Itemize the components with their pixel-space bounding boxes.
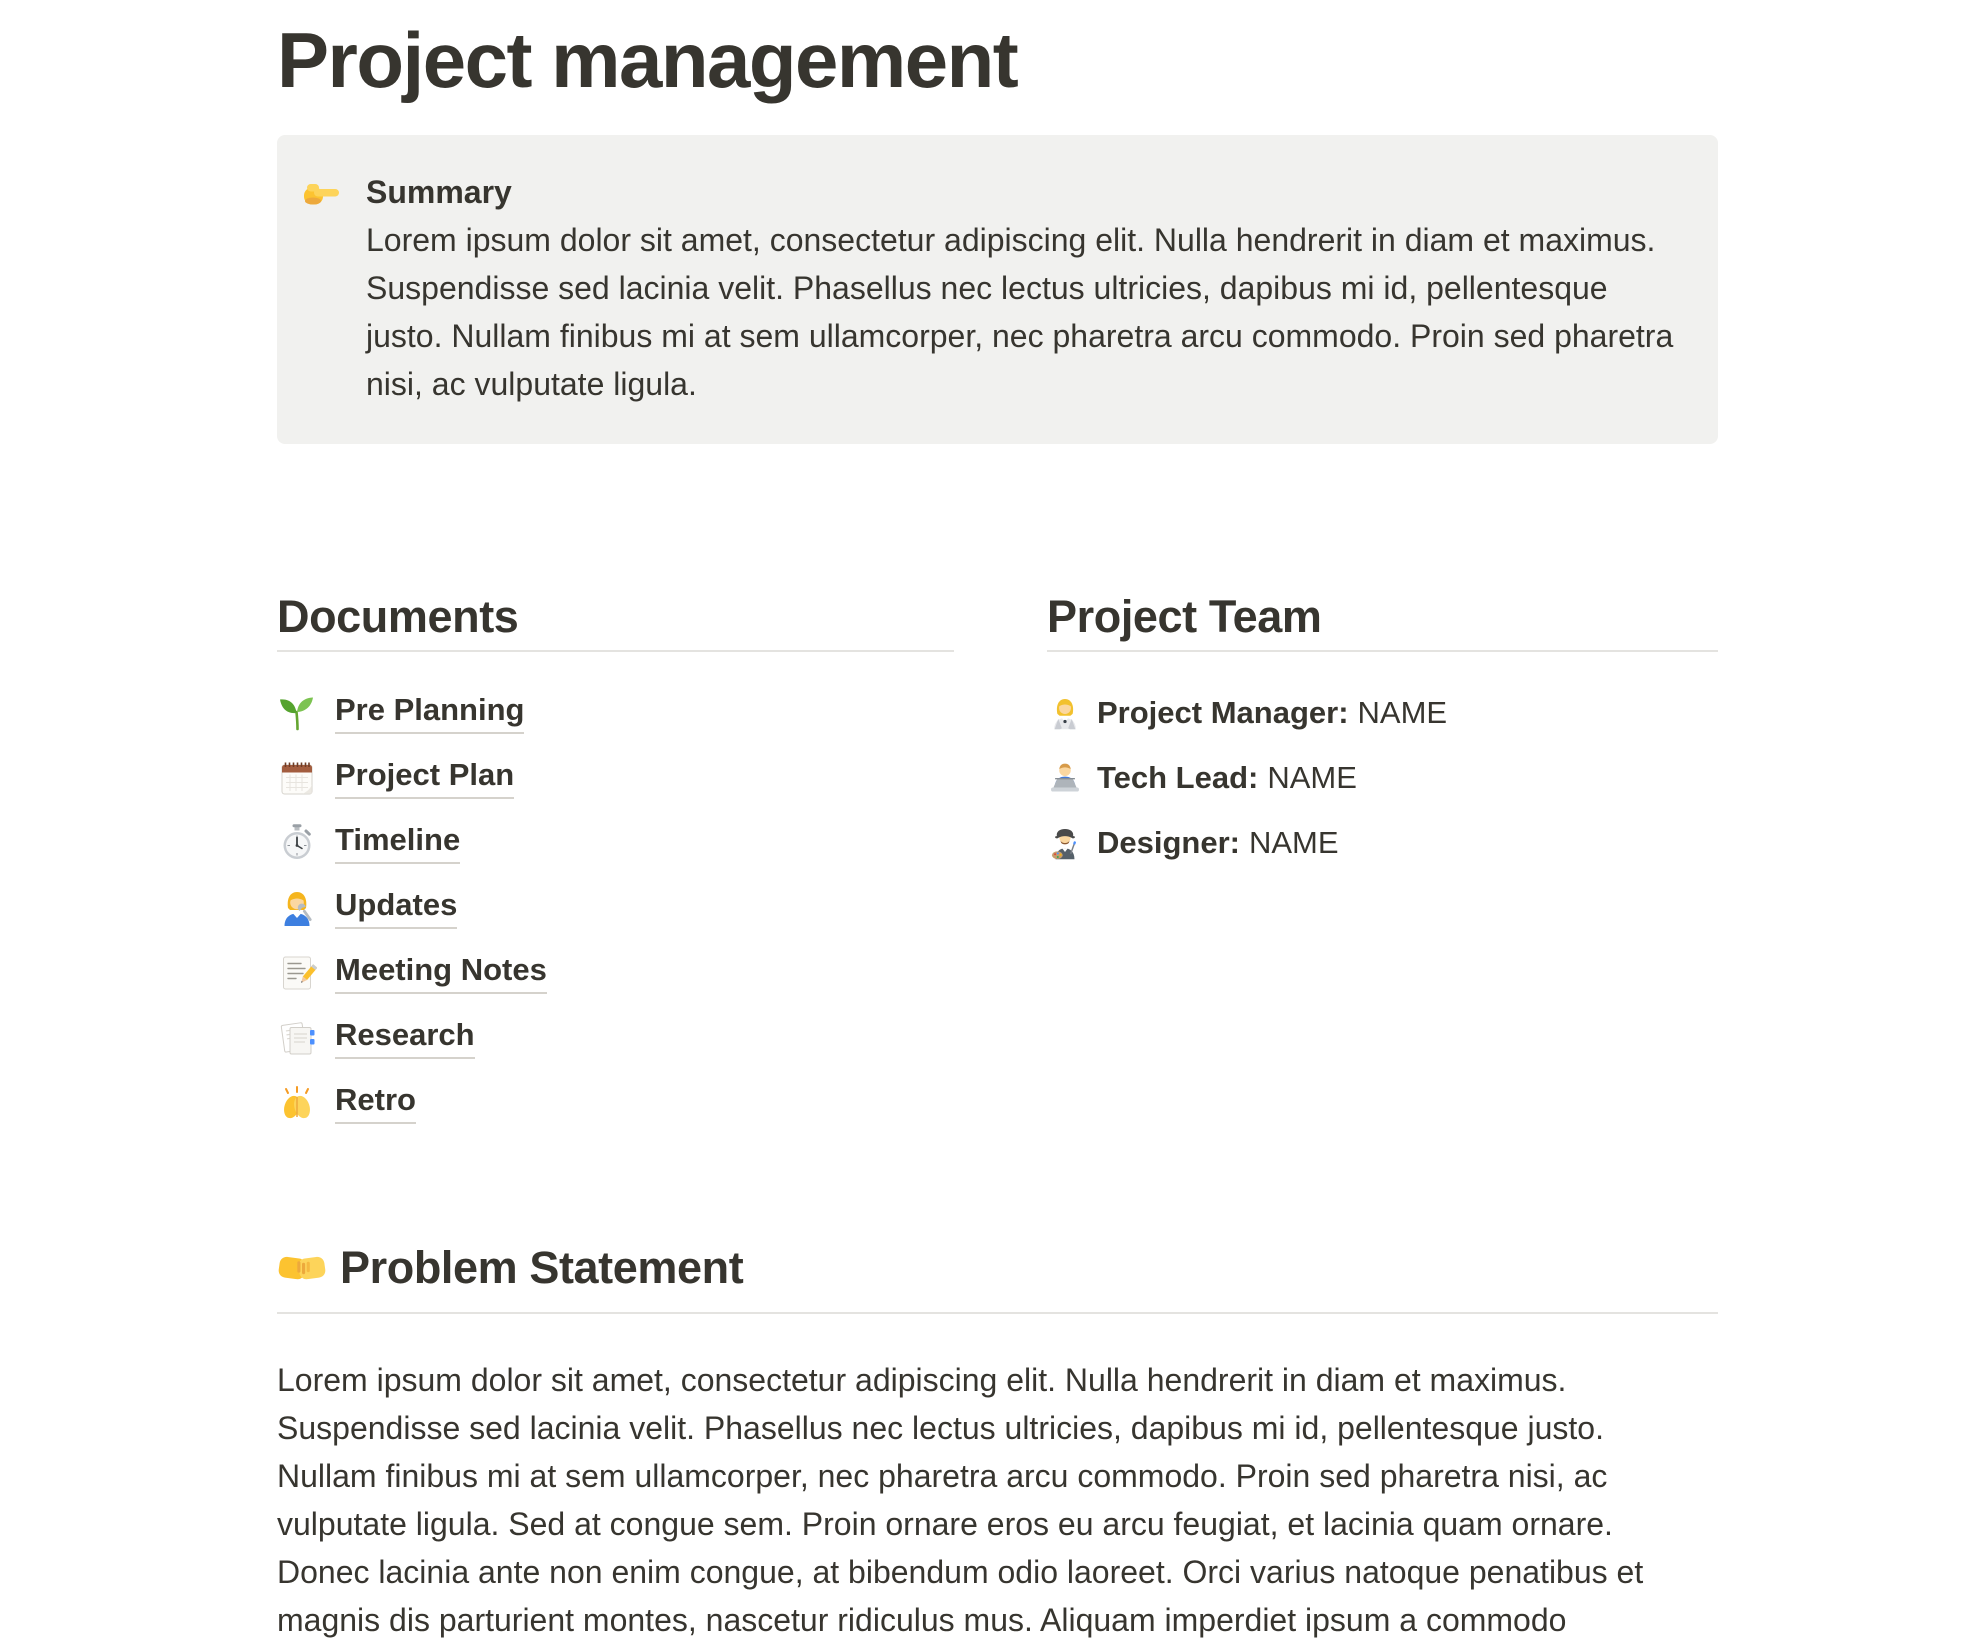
doc-link-pre-planning[interactable] — [277, 680, 954, 745]
stopwatch-icon — [277, 823, 317, 863]
team-role: Tech Lead: — [1097, 759, 1259, 795]
team-role: Designer: — [1097, 824, 1240, 860]
point-right-icon — [301, 173, 341, 213]
memo-icon — [277, 953, 317, 993]
doc-link-research[interactable] — [277, 1005, 954, 1070]
team-heading: Project Team — [1047, 591, 1322, 642]
callout-body: Lorem ipsum dolor sit amet, consectetur adipiscing elit. Nulla hendrerit in diam et maximus. Suspendisse sed lacinia velit. Phasellus nec lectus ultricies, dapibus mi id, pellentesque justo. Nullam finibus mi at sem ullamcorper, nec pharetra arcu commodo. Proin sed pharetra nisi, ac vulputate ligula. — [366, 222, 1674, 402]
clapping-hands-icon — [277, 1083, 317, 1123]
seedling-icon — [277, 693, 317, 733]
documents-column — [277, 588, 954, 1135]
woman-mechanic-icon — [277, 888, 317, 928]
man-technologist-icon — [1047, 760, 1083, 796]
doc-link-label[interactable]: Retro — [335, 1081, 416, 1123]
team-member-designer — [1047, 810, 1718, 875]
doc-link-label[interactable]: Updates — [335, 886, 457, 928]
callout-title: Summary — [366, 174, 512, 210]
woman-office-worker-icon — [1047, 695, 1083, 731]
doc-link-label[interactable]: Timeline — [335, 821, 460, 863]
columns-section — [277, 588, 1718, 1135]
bookmark-tabs-icon — [277, 1018, 317, 1058]
page-title: Project management — [277, 16, 1018, 104]
doc-link-retro[interactable] — [277, 1070, 954, 1135]
team-name: NAME — [1248, 824, 1339, 860]
problem-statement-heading — [277, 1242, 743, 1294]
team-name: NAME — [1357, 694, 1448, 730]
team-member-project-manager — [1047, 680, 1718, 745]
team-name: NAME — [1267, 759, 1357, 795]
team-role: Project Manager: — [1097, 694, 1349, 730]
doc-link-updates[interactable] — [277, 875, 954, 940]
doc-link-label[interactable]: Meeting Notes — [335, 951, 547, 993]
handshake-icon — [277, 1247, 327, 1289]
doc-link-label[interactable]: Project Plan — [335, 756, 514, 798]
man-artist-icon — [1047, 825, 1083, 861]
spiral-calendar-icon — [277, 758, 317, 798]
doc-link-meeting-notes[interactable] — [277, 940, 954, 1005]
team-member-tech-lead — [1047, 745, 1718, 810]
doc-link-timeline[interactable] — [277, 810, 954, 875]
doc-link-label[interactable]: Pre Planning — [335, 691, 524, 733]
doc-link-project-plan[interactable] — [277, 745, 954, 810]
team-column — [1047, 588, 1718, 1135]
problem-statement-body: Lorem ipsum dolor sit amet, consectetur adipiscing elit. Nulla hendrerit in diam et maximus. Suspendisse sed lacinia velit. Phasellus nec lectus ultricies, dapibus mi id, pellentesque justo. Nullam finibus mi at sem ullamcorper, nec pharetra arcu commodo. Proin sed pharetra nisi, ac vulputate ligula. Sed at congue sem. Proin ornare eros eu arcu feugiat, et lacinia quam ornare. Donec lacinia ante non enim congue, at bibendum odio laoreet. Orci varius natoque penatibus et magnis dis parturient montes, nascetur ridiculus mus. Aliquam imperdiet ipsum a commodo — [277, 1362, 1644, 1638]
problem-statement-title: Problem Statement — [340, 1242, 744, 1293]
summary-callout — [277, 135, 1718, 444]
documents-heading: Documents — [277, 591, 519, 642]
problem-divider — [277, 1312, 1718, 1314]
documents-divider — [277, 650, 954, 652]
doc-link-label[interactable]: Research — [335, 1016, 475, 1058]
team-divider — [1047, 650, 1718, 652]
column-gutter — [954, 588, 1047, 1135]
